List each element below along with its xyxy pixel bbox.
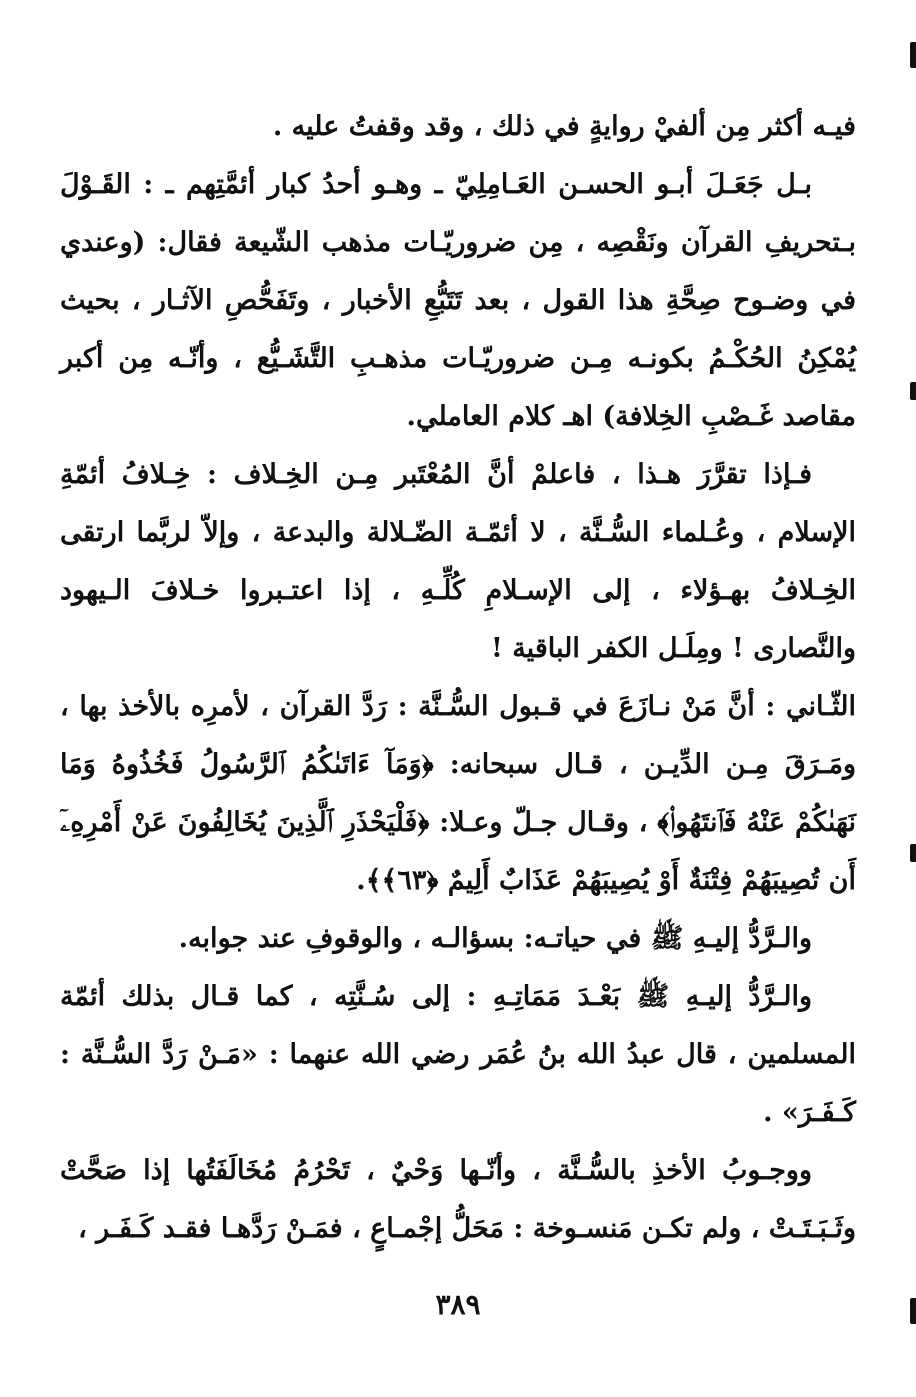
paragraph-continuation: فيـه أكثر مِن ألفيْ روايةٍ في ذلك ، وقد وقفتُ عليه . — [272, 111, 856, 142]
paragraph-referral-lifetime: والـرَّدُّ إليـهِ ﷺ في حياتـه: بسؤالـه ، والوقوفِ عند جوابه. — [178, 923, 812, 954]
paragraph-amili-quote: بـل جَعَـلَ أبـو الحسـن العَـامِلِيّ ـ وهـو أحدُ كبار أئمَّتِهم ـ : القَـوْلَ بـتحريفِ القرآن ونَقْصِه ، مِن ضروريّـات مذهب الشّيعة فقال: (وعندي في وضـوح صِحَّةِ هذا القول ، بعد تَتَبُّعِ الأخبار ، وتَفَحُّصِ الآثـار ، بحيث يُمْكِنُ الحُكْـمُ بكونـه مِـن ضروريّـات مذهـبِ التَّشَـيُّع ، وأنّـه مِن أكبر مقاصد غَـصْبِ الخِلافة) اهـ كلام العاملي. — [60, 169, 856, 432]
paragraph-valid-disagreement: فـإذا تقرَّرَ هـذا ، فاعلمْ أنَّ المُعْتَبر مِـن الخِـلاف : خِـلافُ أئمّةِ الإسلام ، وعُـلماء السُّـنَّة ، لا أئمّـة الضّـلالة والبدعة ، وإلاّ لربَّما ارتقى الخِـلافُ بهـؤلاء ، إلى الإسـلامِ كُلِّـهِ ، إذا اعتـبروا خـلافَ الـيهود والنَّصارى ! ومِلَـل الكفر الباقية ! — [60, 459, 856, 664]
paragraph-obligation-sunnah: ووجـوبُ الأخذِ بالسُّـنَّة ، وأنّـها وَحْيٌ ، تَحْرُمُ مُخَالَفَتُها إذا صَحَّتْ وثَـبَـتَـتْ ، ولم تكـن مَنسـوخة : مَحَلُّ إجْمـاعٍ ، فمَـنْ رَدَّهـا فقـد كَـفَـر ، — [60, 1155, 856, 1244]
page-edge-mark — [910, 844, 916, 862]
paragraph-second-point: الثّـاني : أنَّ مَنْ نـازَعَ في قـبول السُّـنَّة : رَدَّ القرآن ، لأمرِه بالأخذ بها ، ومَـرَقَ مِـن الدِّيـن ، قـال سبحانه: ﴿وَمَآ ءَاتَىٰكُمُ ٱلرَّسُولُ فَخُذُوهُ وَمَا نَهَىٰكُمْ عَنْهُ فَٱنتَهُوا۟﴾ ، وقـال جـلّ وعـلا: ﴿فَلْيَحْذَرِ ٱلَّذِينَ يُخَالِفُونَ عَنْ أَمْرِهِۦٓ أَن تُصِيبَهُمْ فِتْنَةٌ أَوْ يُصِيبَهُمْ عَذَابٌ أَلِيمٌ ﴿٦٣﴾﴾. — [60, 691, 856, 896]
paragraph-referral-after-death: والـرَّدُّ إليـهِ ﷺ بَعْـدَ مَمَاتِـهِ : إلى سُـنَّتِه ، كما قـال بذلك أئمّة المسلمين ، قال عبدُ الله بنُ عُمَر رضي الله عنهما : «مَـنْ رَدَّ السُّـنَّة : كَـفَـرَ» . — [60, 981, 856, 1128]
page-number: ٣٨٩ — [435, 1288, 481, 1321]
page-body-text — [60, 98, 856, 1258]
page-edge-mark — [910, 382, 916, 400]
page-edge-mark — [910, 42, 916, 68]
